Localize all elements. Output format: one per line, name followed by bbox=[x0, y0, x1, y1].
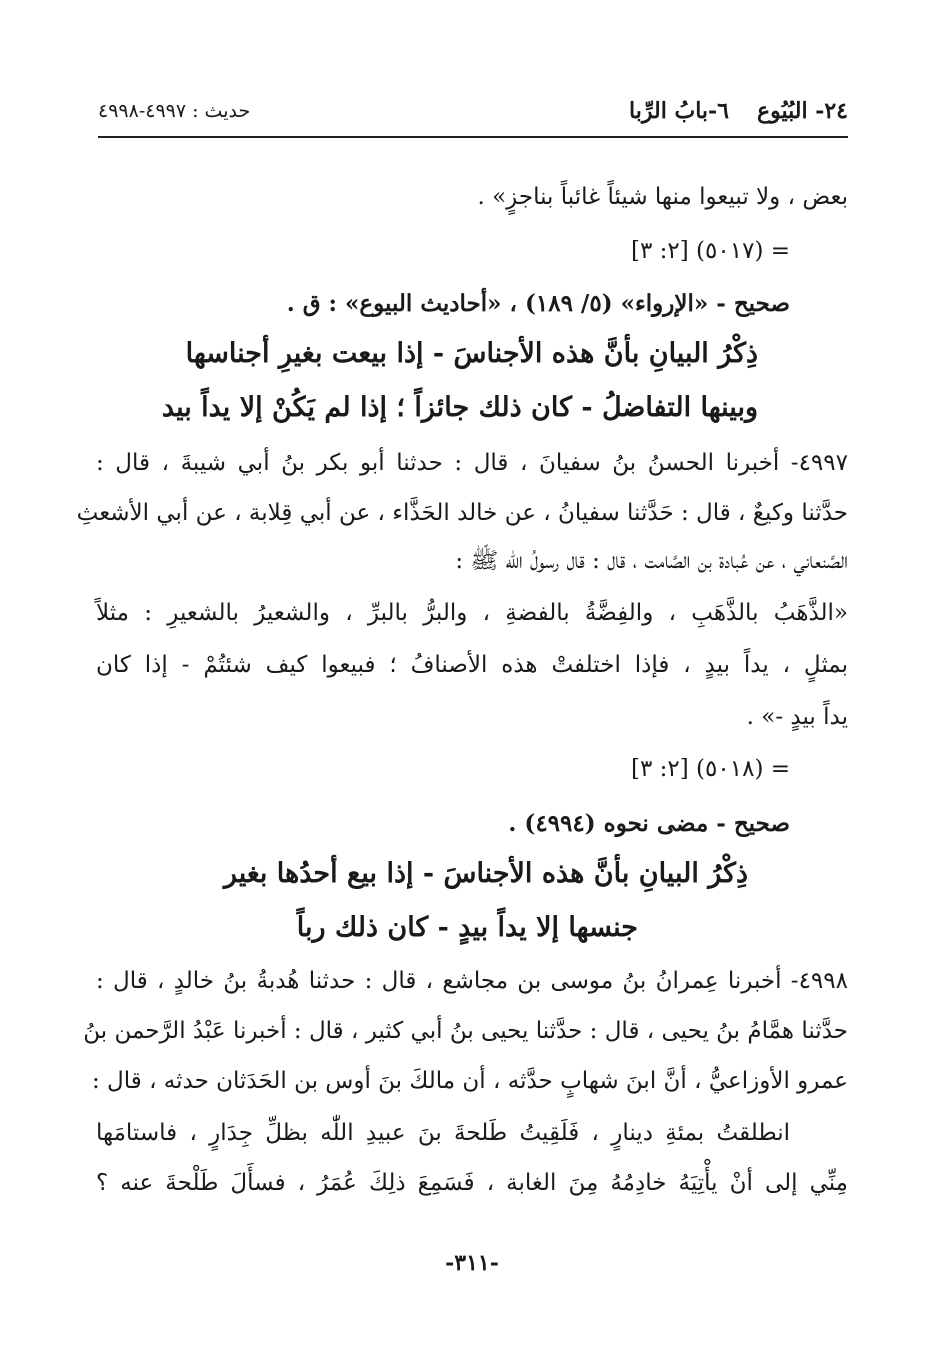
book-title: ٢٤- البُيُوع bbox=[756, 98, 848, 124]
page-number: -٣١١- bbox=[445, 1250, 499, 1276]
cross-reference-2: = (٥٠١٨) [٢: ٣] bbox=[630, 756, 790, 782]
hadith-4997-line-2: حدَّثنا وكيعٌ ، قال : حَدَّثنا سفيانُ ، عن خالد الحَذَّاء ، عن أبي قِلابة ، عن أبي الأشعثِ bbox=[76, 500, 848, 526]
grading-note-1: صحيح - «الإرواء» (٥/ ١٨٩) ، «أحاديث البيوع» : ق . bbox=[286, 290, 790, 317]
text-line-1: بعض ، ولا تبيعوا منها شيئاً غائباً بناجزٍ» . bbox=[477, 184, 848, 210]
hadith-4998-line-2: حدَّثنا همَّامُ بنُ يحيى ، قال : حدَّثنا يحيى بنُ أبي كثير ، قال : أخبرنا عَبْدُ الرَّحمن بنُ bbox=[83, 1018, 848, 1044]
hadith-4997-matn-3: يداً بيدٍ -» . bbox=[746, 704, 848, 730]
hadith-4998-line-1: ٤٩٩٨- أخبرنا عِمرانُ بنُ موسى بن مجاشع ، قال : حدثنا هُدبةُ بنُ خالدٍ ، قال : bbox=[96, 968, 848, 994]
section-heading-1b: وبينها التفاضلُ - كان ذلك جائزاً ؛ إذا لم يَكُنْ إلا يداً بيد bbox=[161, 392, 758, 423]
hadith-4998-line-4: انطلقتُ بمئةِ دينارٍ ، فَلَقِيتُ طَلحةَ بنَ عبيدِ اللّٰه بظلِّ جِدَارٍ ، فاستامَها bbox=[96, 1120, 790, 1146]
hadith-4998-line-3: عمرو الأوزاعيُّ ، أنَّ ابنَ شهابٍ حدَّثه ، أن مالكَ بنَ أوس بن الحَدَثان حدثه ، قال : bbox=[91, 1068, 848, 1094]
hadith-4997-matn-2: بمثلٍ ، يداً بيدٍ ، فإذا اختلفتْ هذه الأصنافُ ؛ فبيعوا كيف شئتُمْ - إذا كان bbox=[96, 652, 848, 678]
hadith-4997-matn-1: «الذَّهَبُ بالذَّهَبِ ، والفِضَّةُ بالفضةِ ، والبرُّ بالبرِّ ، والشعيرُ بالشعيرِ : مثلاً bbox=[96, 600, 848, 626]
hadith-range: حديث : ٤٩٩٧-٤٩٩٨ bbox=[98, 100, 251, 122]
running-title bbox=[629, 98, 848, 124]
section-heading-2a: ذِكْرُ البيانِ بأنَّ هذه الأجناسَ - إذا بيع أحدُها بغير bbox=[223, 858, 748, 889]
section-heading-1a: ذِكْرُ البيانِ بأنَّ هذه الأجناسَ - إذا بيعت بغيرِ أجناسها bbox=[185, 338, 758, 369]
page-header bbox=[98, 96, 848, 138]
hadith-4997-line-3: الصَّنعاني ، عن عُبادة بن الصَّامت ، قال : قال رسولُ اللّٰه ﷺ : bbox=[455, 548, 848, 574]
hadith-4998-line-5: مِنِّي إلى أنْ يأْتِيَهُ خادِمُهُ مِنَ الغابة ، فَسَمِعَ ذلِكَ عُمَرُ ، فسأَلَ طَلْحةَ عنه ؟ bbox=[96, 1170, 848, 1196]
cross-reference-1: = (٥٠١٧) [٢: ٣] bbox=[630, 238, 790, 264]
grading-note-2: صحيح - مضى نحوه (٤٩٩٤) . bbox=[508, 810, 790, 837]
chapter-title: ٦-بابُ الرِّبا bbox=[629, 98, 729, 124]
hadith-4997-line-1: ٤٩٩٧- أخبرنا الحسنُ بنُ سفيانَ ، قال : حدثنا أبو بكر بنُ أبي شيبةَ ، قال : bbox=[96, 450, 848, 476]
section-heading-2b: جنسها إلا يداً بيدٍ - كان ذلك رباً bbox=[296, 912, 638, 943]
